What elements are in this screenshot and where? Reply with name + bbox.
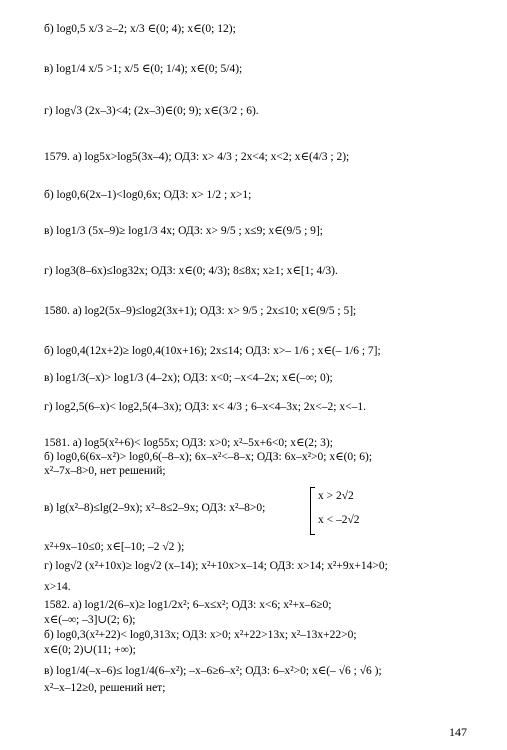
line-1580a: 1580. а) log2(5x–9)≤log2(3x+1); ОДЗ: x> 9/5 ; 2x≤10; x∈(9/5 ; 5];	[44, 305, 357, 317]
line-1578v: в) log1/4 x/5 >1; x/5 ∈(0; 1/4); x∈(0; 5/4);	[44, 63, 243, 75]
line-1580v: в) log1/3(–x)> log1/3 (4–2x); ОДЗ: x<0; –x<4–2x; x∈(–∞; 0);	[44, 372, 333, 384]
line-1579v: в) log1/3 (5x–9)≥ log1/3 4x; ОДЗ: x> 9/5 ; x≤9; x∈(9/5 ; 9];	[44, 225, 323, 237]
line-1580b: б) log0,4(12x+2)≥ log0,4(10x+16); 2x≤14; ОДЗ: x>– 1/6 ; x∈(– 1/6 ; 7];	[44, 345, 381, 357]
line-1582b-cont: x∈(0; 2)∪(11; +∞);	[44, 644, 136, 656]
line-1578g: г) log√3 (2x–3)<4; (2x–3)∈(0; 9); x∈(3/2 ; 6).	[44, 105, 259, 117]
system-row-1: x > 2√2	[318, 490, 354, 502]
line-1582v: в) log1/4(–x–6)≤ log1/4(6–x²); –x–6≥6–x²; ОДЗ: 6–x²>0; x∈(– √6 ; √6 );	[44, 665, 382, 677]
line-1580g: г) log2,5(6–x)< log2,5(4–3x); ОДЗ: x< 4/3 ; 6–x<4–3x; 2x<–2; x<–1.	[44, 401, 366, 413]
line-1582v-cont: x²–x–12≥0, решений нет;	[44, 682, 166, 694]
line-1581a: 1581. а) log5(x²+6)< log55x; ОДЗ: x>0; x²–5x+6<0; x∈(2; 3);	[44, 437, 333, 449]
line-1578b: б) log0,5 x/3 ≥–2; x/3 ∈(0; 4); x∈(0; 12);	[44, 23, 236, 35]
line-1581g-cont: x>14.	[44, 581, 71, 593]
line-1581v-cont: x²+9x–10≤0; x∈[–10; –2 √2 );	[44, 541, 185, 553]
line-1579a: 1579. а) log5x>log5(3x–4); ОДЗ: x> 4/3 ; 2x<4; x<2; x∈(4/3 ; 2);	[44, 151, 350, 163]
line-1581b-cont: x²–7x–8>0, нет решений;	[44, 465, 166, 477]
line-1582b: б) log0,3(x²+22)< log0,313x; ОДЗ: x>0; x²+22>13x; x²–13x+22>0;	[44, 629, 357, 641]
line-1581g: г) log√2 (x²+10x)≥ log√2 (x–14); x²+10x>x–14; ОДЗ: x>14; x²+9x+14>0;	[44, 560, 388, 572]
system-row-2: x < –2√2	[318, 514, 360, 526]
page-number: 147	[449, 725, 467, 739]
line-1581v: в) lg(x²–8)≤lg(2–9x); x²–8≤2–9x; ОДЗ: x²–8>0;	[44, 502, 266, 514]
system-bracket	[310, 487, 315, 535]
line-1579g: г) log3(8–6x)≤log32x; ОДЗ: x∈(0; 4/3); 8≤8x; x≥1; x∈[1; 4/3).	[44, 265, 338, 277]
line-1579b: б) log0,6(2x–1)<log0,6x; ОДЗ: x> 1/2 ; x>1;	[44, 189, 252, 201]
line-1582a: 1582. а) log1/2(6–x)≥ log1/2x²; 6–x≤x²; ОДЗ: x<6; x²+x–6≥0;	[44, 599, 332, 611]
line-1582a-cont: x∈(–∞; –3]∪(2; 6);	[44, 614, 136, 626]
line-1581b: б) log0,6(6x–x²)> log0,6(–8–x); 6x–x²<–8–x; ОДЗ: 6x–x²>0; x∈(0; 6);	[44, 451, 373, 463]
